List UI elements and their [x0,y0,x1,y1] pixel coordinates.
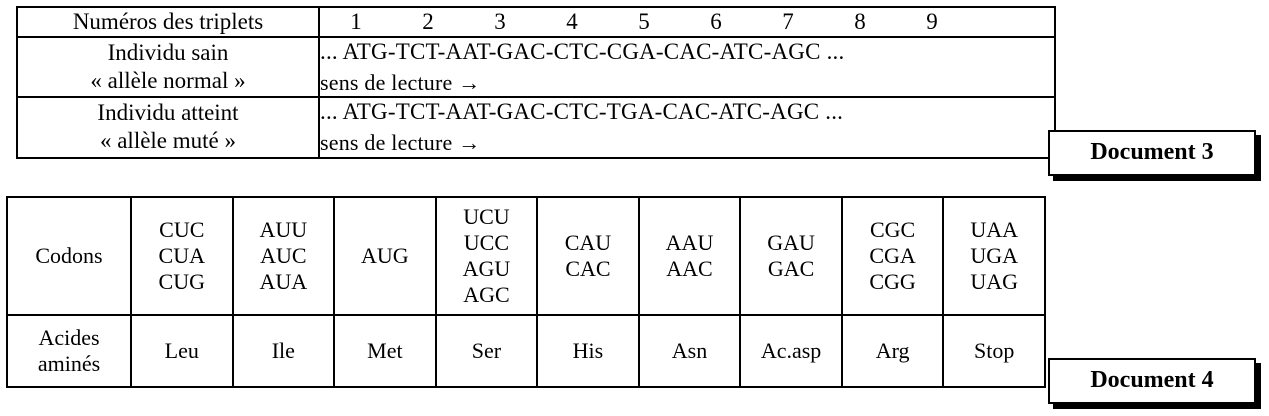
table-row-codons [7,197,1045,315]
triplet-number: 4 [566,9,578,35]
codon-group-acasp [740,197,842,315]
table-row-affected-individual [17,97,1055,157]
triplet-number: 3 [494,9,506,35]
triplet-number: 1 [350,9,362,35]
codon-group-leu [131,197,233,315]
table-row-healthy-individual [17,37,1055,97]
triplet-number: 6 [710,9,722,35]
codon: AUU [259,217,308,243]
codon-group-asn [639,197,741,315]
codon: AGU [462,256,511,281]
codon: GAC [767,256,815,281]
triplet-number: 9 [926,9,938,35]
codon: UGA [970,243,1019,269]
triplet-number: 5 [638,9,650,35]
codon: AUC [260,243,307,269]
amino-acid-asn: Asn [639,315,741,387]
healthy-sequence: ... ATG-TCT-AAT-GAC-CTC-CGA-CAC-ATC-AGC ... [320,39,845,65]
codon: AAC [666,256,713,281]
healthy-sequence-cell [319,37,1055,97]
document-3-table-wrapper [16,6,1056,159]
table-row-triplet-numbers [17,7,1055,37]
codon-group-stop [943,197,1045,315]
amino-acid-acasp: Ac.asp [740,315,842,387]
codon: UAA [970,217,1019,243]
triplet-numbers-cells [319,7,1055,37]
codon: UAG [970,268,1019,294]
codon-group-ser [436,197,538,315]
codon: AGC [463,281,510,307]
healthy-label-line1: Individu sain [107,40,229,66]
healthy-individual-label [17,37,319,97]
codon: CUC [159,217,205,243]
codon: UCU [463,204,510,230]
triplet-number: 8 [854,9,866,35]
codon: CUG [158,268,205,294]
codon-group-his [537,197,639,315]
codon: CAU [564,230,612,256]
amino-label-line1: Acides [38,325,100,351]
triplet-number: 2 [422,9,434,35]
codon-group-met [334,197,436,315]
affected-sequence: ... ATG-TCT-AAT-GAC-CTC-TGA-CAC-ATC-AGC ... [320,99,844,125]
amino-acid-leu: Leu [131,315,233,387]
affected-label-line1: Individu atteint [97,100,239,126]
codon: AAU [665,230,714,256]
codon: CUA [158,243,205,269]
codon: CAC [565,256,611,281]
codon: UCC [463,230,510,256]
triplet-number: 7 [782,9,794,35]
codon: AUG [361,243,409,269]
codon: GAU [767,230,815,256]
document-3-badge: Document 3 [1048,130,1256,176]
codon: CGG [869,268,916,294]
codons-row-label: Codons [7,197,131,315]
amino-acids-row-label [7,315,131,387]
document-4-badge: Document 4 [1048,358,1256,404]
document-3-table [16,6,1056,159]
amino-acid-ile: Ile [233,315,335,387]
amino-label-line2: aminés [37,351,101,376]
amino-acid-met: Met [334,315,436,387]
table-row-amino-acids [7,315,1045,387]
affected-individual-label [17,97,319,157]
codon: CGC [869,217,916,243]
affected-label-line2: « allèle muté » [99,128,237,154]
triplet-numbers-label: Numéros des triplets [17,7,319,37]
document-4-table-wrapper [6,196,1046,388]
affected-sequence-cell [319,97,1055,157]
affected-reading-direction: sens de lecture → [320,130,481,156]
codon: AUA [259,268,308,294]
amino-acid-ser: Ser [436,315,538,387]
healthy-reading-direction: sens de lecture → [320,69,481,95]
amino-acid-stop: Stop [943,315,1045,387]
amino-acid-arg: Arg [842,315,944,387]
codon-group-arg [842,197,944,315]
codon: CGA [869,243,916,269]
document-4-table [6,196,1046,388]
healthy-label-line2: « allèle normal » [90,68,246,94]
amino-acid-his: His [537,315,639,387]
codon-group-ile [233,197,335,315]
